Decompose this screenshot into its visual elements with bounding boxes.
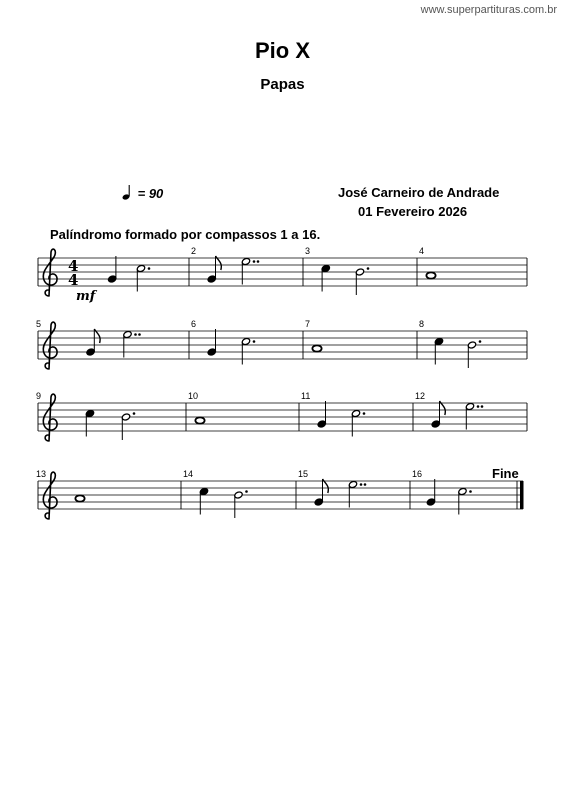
note <box>85 409 94 436</box>
notehead <box>75 495 84 501</box>
note <box>199 487 208 514</box>
measure-number: 7 <box>305 319 311 329</box>
treble-clef-icon <box>43 472 57 519</box>
augmentation-dot <box>133 412 136 415</box>
site-watermark: www.superpartituras.com.br <box>420 4 557 16</box>
note <box>465 402 483 429</box>
treble-clef-icon <box>43 249 57 296</box>
performance-instruction: Palíndromo formado por compassos 1 a 16. <box>50 227 321 242</box>
score-title: Pio X <box>254 38 310 63</box>
note <box>458 487 472 514</box>
augmentation-dot <box>360 483 363 486</box>
note <box>121 412 135 440</box>
measure-number: 12 <box>415 391 426 401</box>
measure-number: 5 <box>36 319 42 329</box>
note <box>348 480 366 507</box>
tempo-value: = 90 <box>137 186 164 201</box>
note <box>426 479 435 506</box>
measure-number: 9 <box>36 391 42 401</box>
measure-number: 11 <box>301 391 311 401</box>
treble-clef-stroke <box>43 249 57 296</box>
measure-number: 4 <box>419 246 425 256</box>
augmentation-dot <box>245 490 248 493</box>
augmentation-dot <box>479 340 482 343</box>
staff-system <box>36 391 527 440</box>
note <box>136 264 150 291</box>
treble-clef-stroke <box>43 472 57 519</box>
fine-marking: Fine <box>492 466 519 481</box>
augmentation-dot <box>477 405 480 408</box>
augmentation-dot <box>363 412 366 415</box>
note <box>195 417 204 423</box>
augmentation-dot <box>469 490 472 493</box>
treble-clef-stroke <box>43 322 57 369</box>
augmentation-dot <box>253 260 256 263</box>
measure-number: 16 <box>412 469 423 479</box>
augmentation-dot <box>364 483 367 486</box>
note <box>123 330 141 357</box>
notehead <box>426 272 435 278</box>
augmentation-dot <box>481 405 484 408</box>
note <box>467 340 481 368</box>
measure-number: 15 <box>298 469 309 479</box>
treble-clef-icon <box>43 322 57 369</box>
augmentation-dot <box>253 340 256 343</box>
note <box>312 345 321 351</box>
note <box>355 267 369 295</box>
score-subtitle: Papas <box>260 76 305 93</box>
final-barline-thick <box>520 481 524 509</box>
note <box>207 329 216 356</box>
composition-date: 01 Fevereiro 2026 <box>358 204 468 219</box>
note <box>241 257 259 284</box>
staff-system <box>38 246 527 304</box>
treble-clef-icon <box>43 394 57 441</box>
note <box>426 272 435 278</box>
note <box>234 490 248 518</box>
note <box>317 401 326 428</box>
augmentation-dot <box>148 267 151 270</box>
time-signature-top: 4 <box>68 257 79 275</box>
note <box>321 264 330 291</box>
augmentation-dot <box>134 333 137 336</box>
notehead <box>195 417 204 423</box>
measure-number: 3 <box>305 246 311 256</box>
treble-clef-stroke <box>43 394 57 441</box>
measure-number: 2 <box>191 246 197 256</box>
measure-number: 14 <box>183 469 194 479</box>
augmentation-dot <box>367 267 370 270</box>
measure-number: 10 <box>188 391 199 401</box>
staff-system <box>36 319 527 368</box>
measure-number: 6 <box>191 319 197 329</box>
note <box>108 256 117 283</box>
time-signature-bottom: 4 <box>68 271 79 289</box>
dynamic-marking: mf <box>76 289 96 304</box>
notehead <box>312 345 321 351</box>
staff-system <box>36 469 524 518</box>
note <box>434 337 443 364</box>
note <box>351 409 365 436</box>
note <box>241 337 255 364</box>
measure-number: 13 <box>36 469 47 479</box>
note <box>75 495 84 501</box>
augmentation-dot <box>138 333 141 336</box>
augmentation-dot <box>257 260 260 263</box>
composer-name: José Carneiro de Andrade <box>338 185 500 200</box>
measure-number: 8 <box>419 319 425 329</box>
